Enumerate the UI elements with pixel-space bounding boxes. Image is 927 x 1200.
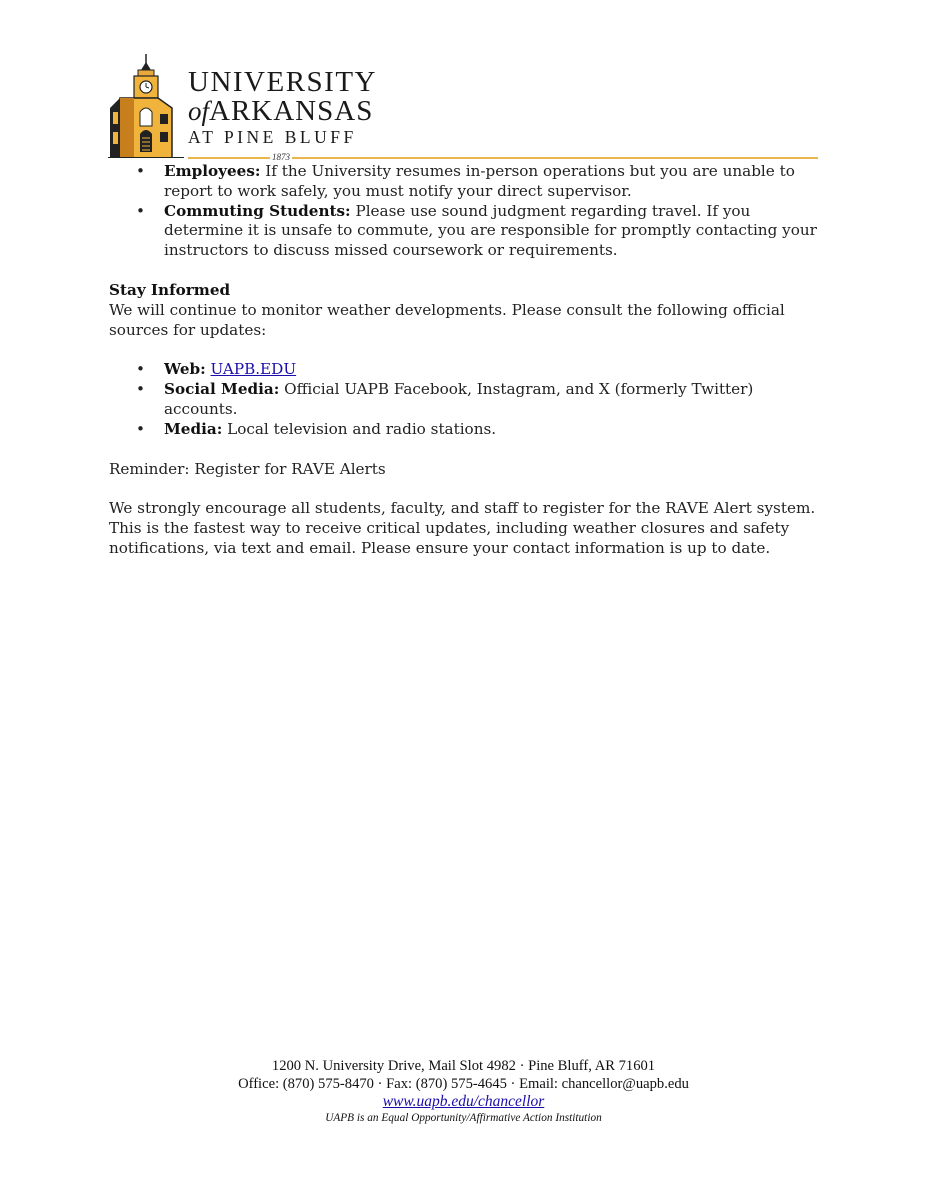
stay-informed-heading <box>109 281 821 301</box>
wordmark-arkansas-text: ARKANSAS <box>209 95 374 127</box>
footer-eeo-statement: UAPB is an Equal Opportunity/Affirmative Action Institution <box>325 1112 602 1124</box>
university-wordmark <box>188 68 408 148</box>
list-item-commuting-students <box>164 202 821 261</box>
sources-list <box>109 360 821 439</box>
spacer <box>109 440 821 460</box>
clock-tower-logo-icon <box>108 52 184 158</box>
employees-label: Employees: <box>164 162 261 180</box>
social-media-text: Official UAPB Facebook, Instagram, and X (formerly Twitter) accounts. <box>164 380 754 418</box>
wordmark-university: UNIVERSITY <box>188 66 377 98</box>
footer-website-line <box>0 1093 927 1111</box>
media-text: Local television and radio stations. <box>222 419 497 438</box>
wordmark-of: of <box>188 96 210 126</box>
wordmark-arkansas <box>188 96 408 126</box>
instructions-list <box>109 162 821 261</box>
list-item-social-media <box>164 380 821 420</box>
spacer <box>109 340 821 360</box>
stay-informed-heading-text: Stay Informed <box>109 280 231 299</box>
founding-year: 1873 <box>272 152 290 162</box>
wordmark-pine-bluff: AT PINE BLUFF <box>188 127 357 147</box>
rave-paragraph: We strongly encourage all students, faculty, and staff to register for the RAVE Alert system. This is the fastest way to receive critical updates, including weather closures and safety notifications, via text and email. Please ensure your contact information is up to date. <box>109 499 816 557</box>
footer-contact: Office: (870) 575-8470 · Fax: (870) 575-4645 · Email: chancellor@uapb.edu <box>238 1076 689 1092</box>
footer-address: 1200 N. University Drive, Mail Slot 4982 · Pine Bluff, AR 71601 <box>271 1058 656 1074</box>
uapb-website-link[interactable]: UAPB.EDU <box>210 360 297 379</box>
rave-reminder: Reminder: Register for RAVE Alerts <box>109 459 386 478</box>
chancellor-website-link[interactable]: www.uapb.edu/chancellor <box>382 1093 545 1110</box>
spacer <box>109 479 821 499</box>
list-item-media <box>164 420 821 440</box>
stay-informed-intro: We will continue to monitor weather developments. Please consult the following official sources for updates: <box>109 300 785 339</box>
list-item-employees <box>164 162 821 202</box>
web-label: Web: <box>164 360 206 379</box>
list-item-web <box>164 360 821 380</box>
commuting-students-text: Please use sound judgment regarding travel. If you determine it is unsafe to commute, you are responsible for promptly contacting your instructors to discuss missed coursework or requirements. <box>164 201 817 260</box>
spacer <box>109 261 821 281</box>
media-label: Media: <box>164 419 223 438</box>
letter-body <box>109 162 821 559</box>
employees-text: If the University resumes in-person operations but you are unable to report to work safely, you must notify your direct supervisor. <box>164 162 795 200</box>
social-media-label: Social Media: <box>164 380 280 399</box>
letter-footer <box>0 1057 927 1125</box>
commuting-students-label: Commuting Students: <box>164 201 351 220</box>
letterhead <box>108 52 818 164</box>
